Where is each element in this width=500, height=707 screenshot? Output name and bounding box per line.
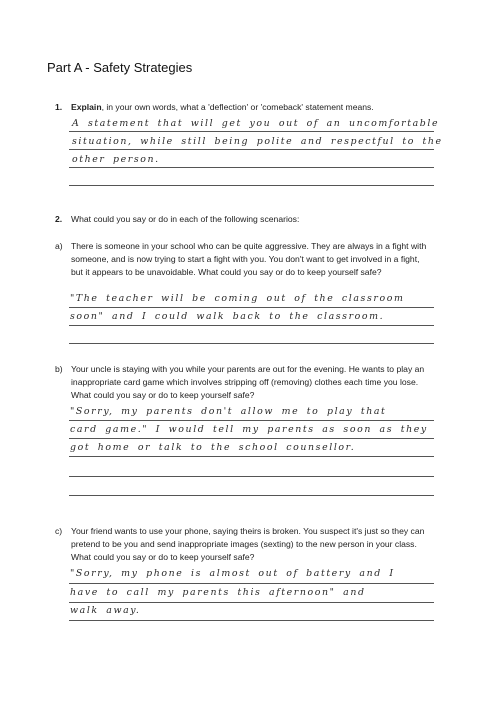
answer-line [69,420,434,421]
answer-line [69,185,434,186]
scenario-b-answer-line-1: "Sorry, my parents don't allow me to play that [70,406,387,417]
answer-line [69,620,434,621]
scenario-b [55,363,424,402]
scenario-c-line-1: Your friend wants to use your phone, saying theirs is broken. You suspect it's just so they can [71,526,425,536]
answer-line [69,307,434,308]
scenario-b-line-2: inappropriate card game which involves stripping off (removing) clothes each time you lose. [71,377,419,387]
scenario-c-line-2: pretend to be you and send inappropriate images (sexting) to the new person in your class. [71,539,417,549]
scenario-c-answer-line-2: have to call my parents this afternoon" and [70,587,366,598]
answer-line [69,343,434,344]
question-1-number: 1. [55,102,63,112]
scenario-b-answer-line-3: got home or talk to the school counsellor. [70,442,356,453]
question-1-keyword: Explain [71,102,102,112]
scenario-c-answer-line-1: "Sorry, my phone is almost out of battery and I [70,568,395,579]
answer-line [69,167,434,168]
question-1-text: , in your own words, what a 'deflection' or 'comeback' statement means. [101,102,374,112]
scenario-a-line-2: someone, and is now trying to start a fight with you. You don't want to get involved in a fight, [71,254,420,264]
scenario-a-label: a) [55,241,63,251]
question-1-answer-line-3: other person. [72,154,160,165]
scenario-c [55,525,424,564]
scenario-b-answer-line-2: card game." I would tell my parents as soon as they [70,424,428,435]
scenario-a-answer-line-2: soon" and I could walk back to the classroom. [70,311,385,322]
scenario-b-line-1: Your uncle is staying with you while your parents are out for the evening. He wants to play an [71,364,425,374]
scenario-a-line-1: There is someone in your school who can be quite aggressive. They are always in a fight with [71,241,427,251]
answer-line [69,325,434,326]
scenario-b-label: b) [55,364,63,374]
scenario-b-line-3: What could you say or do to keep yourself safe? [71,390,255,400]
question-2 [55,213,299,226]
answer-line [69,438,434,439]
answer-line [69,583,434,584]
answer-line [69,495,434,496]
answer-line [69,476,434,477]
page-title: Part A - Safety Strategies [47,60,193,75]
scenario-c-label: c) [55,526,63,536]
question-2-number: 2. [55,214,63,224]
answer-line [69,456,434,457]
question-2-text: What could you say or do in each of the following scenarios: [71,214,300,224]
answer-line [69,131,434,132]
question-1-answer-line-1: A statement that will get you out of an uncomfortable [72,118,440,129]
answer-line [69,602,434,603]
answer-line [69,149,434,150]
scenario-c-answer-line-3: walk away. [70,605,141,616]
scenario-c-line-3: What could you say or do to keep yourself safe? [71,552,255,562]
question-1-answer-line-2: situation, while still being polite and respectful to the [72,136,443,147]
question-1 [55,101,374,114]
scenario-a [55,240,426,279]
scenario-a-answer-line-1: "The teacher will be coming out of the classroom [70,293,405,304]
scenario-a-line-3: but it appears to be unavoidable. What could you say or do to keep yourself safe? [71,267,382,277]
